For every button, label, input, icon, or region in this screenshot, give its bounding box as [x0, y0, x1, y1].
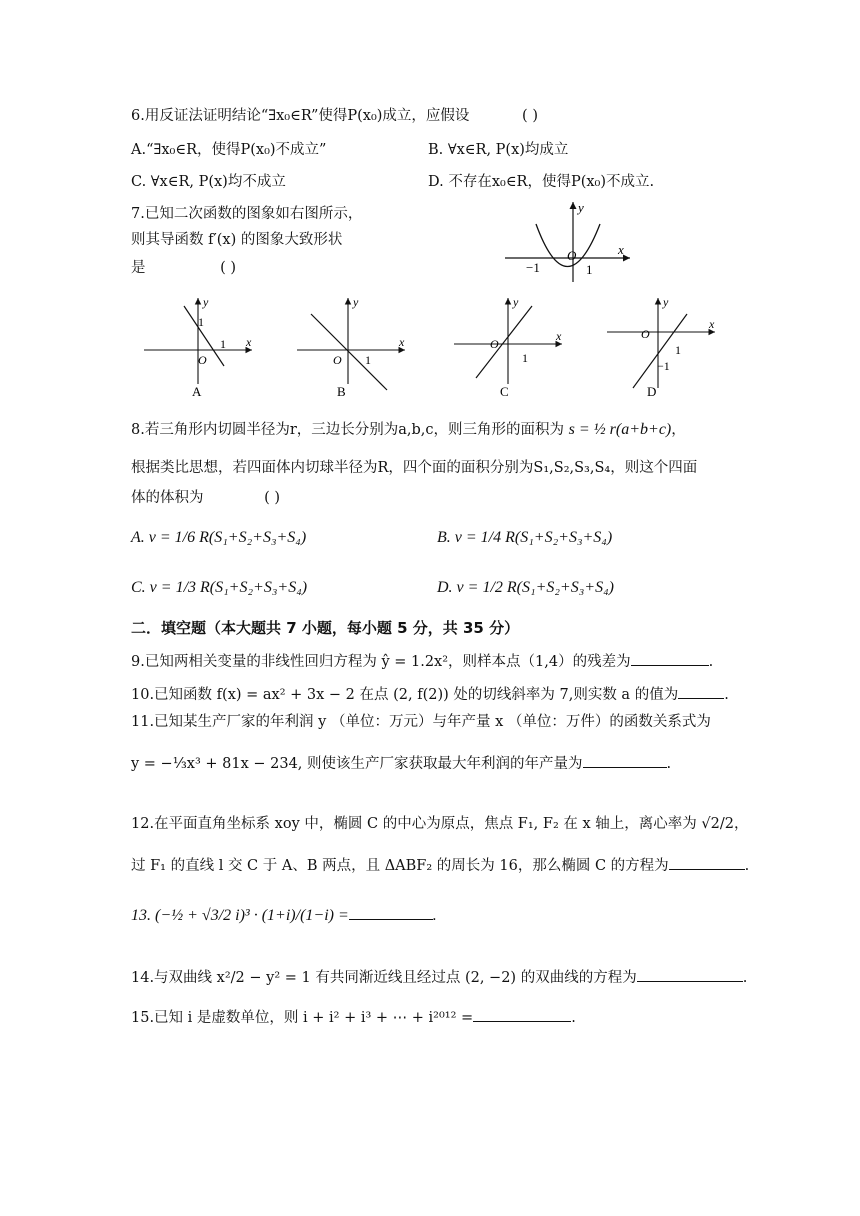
graph-d-label: D [647, 384, 657, 399]
q11-line1: 11.已知某生产厂家的年利润 y （单位：万元）与年产量 x （单位：万件）的函数关系式为 [131, 714, 711, 730]
q8-formula: s = ½ r(a+b+c) [568, 421, 672, 438]
q6-option-d: D. 不存在x₀∈R，使得P(x₀)不成立. [428, 174, 655, 190]
main-graph-x-label: x [618, 242, 624, 257]
graph-a-label: A [192, 384, 202, 399]
q9: 9.已知两相关变量的非线性回归方程为 ŷ = 1.2x²，则样本点（1,4）的残差为 . [131, 650, 713, 672]
graph-b-tick: 1 [365, 353, 371, 367]
q14: 14.与双曲线 x²/2 − y² = 1 有共同渐近线且经过点 (2, −2) 的双曲线的方程为 . [131, 966, 747, 988]
graph-a-origin: O [198, 353, 207, 367]
q12-line2: 过 F₁ 的直线 l 交 C 于 A、B 两点，且 ΔABF₂ 的周长为 16，那么椭圆 C 的方程为 . [131, 854, 749, 876]
q7-line3: 是 ( ) [131, 260, 237, 276]
q11-answer-blank[interactable] [583, 752, 667, 768]
graph-c-origin: O [490, 337, 499, 351]
graph-d-x: x [709, 317, 715, 331]
q10: 10.已知函数 f(x) = ax² + 3x − 2 在点 (2, f(2)) 处的切线斜率为 7,则实数 a 的值为 . [131, 683, 729, 705]
graph-c-y: y [513, 295, 519, 309]
graph-a-tick-x: 1 [220, 337, 226, 351]
q15-answer-blank[interactable] [473, 1006, 571, 1022]
q6-bracket: ( ) [522, 108, 538, 124]
q7-option-graph-d [603, 292, 723, 402]
main-graph-one: 1 [586, 262, 593, 277]
q8-option-a: A. v = 1/6 R(S₁+S₂+S₃+S₄) [131, 529, 307, 546]
graph-a-tick-y: 1 [198, 315, 204, 329]
q6-option-b: B. ∀x∈R, P(x)均成立 [428, 142, 569, 158]
graph-b-label: B [337, 384, 346, 399]
q8-line3: 体的体积为 ( ) [131, 490, 281, 506]
q7-line1: 7.已知二次函数的图象如右图所示， [131, 206, 363, 222]
q7-main-graph [500, 194, 640, 284]
graph-c-x: x [556, 329, 562, 343]
main-graph-y-label: y [578, 200, 584, 215]
graph-a-x: x [246, 335, 252, 349]
graph-b-origin: O [333, 353, 342, 367]
q6-option-c: C. ∀x∈R, P(x)均不成立 [131, 174, 286, 190]
q7-option-graph-a [140, 292, 260, 402]
q6-option-a: A.“∃x₀∈R，使得P(x₀)不成立” [131, 142, 327, 158]
q10-answer-blank[interactable] [678, 683, 724, 699]
graph-c-tick: 1 [522, 351, 528, 365]
q8-line2: 根据类比思想，若四面体内切球半径为R，四个面的面积分别为S₁,S₂,S₃,S₄，则这个四面 [131, 460, 698, 476]
q7-line2: 则其导函数 f′(x) 的图象大致形状 [131, 232, 343, 248]
q8-option-c: C. v = 1/3 R(S₁+S₂+S₃+S₄) [131, 579, 308, 596]
q7-option-graph-c [450, 292, 570, 402]
q12-line1: 12.在平面直角坐标系 xoy 中，椭圆 C 的中心为原点，焦点 F₁, F₂ 在 x 轴上，离心率为 √2/2， [131, 816, 749, 832]
graph-d-origin: O [641, 327, 650, 341]
q8-option-d: D. v = 1/2 R(S₁+S₂+S₃+S₄) [437, 579, 614, 596]
q8-bracket: ( ) [264, 490, 281, 506]
graph-d-tick-x: 1 [675, 343, 681, 357]
q13: 13. (−½ + √3/2 i)³ · (1+i)/(1−i) = . [131, 904, 437, 926]
q11-line2: y = −⅓x³ + 81x − 234, 则使该生产厂家获取最大年利润的年产量为 . [131, 752, 671, 774]
q6-stem: 6.用反证法证明结论“∃x₀∈R”使得P(x₀)成立，应假设 ( ) [131, 108, 538, 124]
q8-line1: 8.若三角形内切圆半径为r，三边长分别为a,b,c，则三角形的面积为 s = ½ r(a+b+c)， [131, 421, 686, 438]
q12-answer-blank[interactable] [669, 854, 745, 870]
graph-d-tick-y: −1 [657, 359, 670, 373]
graph-d-y: y [663, 295, 669, 309]
q9-answer-blank[interactable] [631, 650, 709, 666]
q13-answer-blank[interactable] [349, 904, 433, 920]
q7-bracket: ( ) [220, 260, 237, 276]
q7-option-graph-b [293, 292, 413, 402]
section2-heading: 二．填空题（本大题共 7 小题，每小题 5 分，共 35 分） [131, 619, 520, 637]
graph-b-x: x [399, 335, 405, 349]
q15: 15.已知 i 是虚数单位，则 i + i² + i³ + ⋯ + i²⁰¹² = . [131, 1006, 576, 1028]
graph-c-label: C [500, 384, 509, 399]
graph-a-y: y [203, 295, 209, 309]
main-graph-origin: O [567, 248, 577, 263]
q14-answer-blank[interactable] [637, 966, 743, 982]
graph-b-y: y [353, 295, 359, 309]
q8-option-b: B. v = 1/4 R(S₁+S₂+S₃+S₄) [437, 529, 613, 546]
main-graph-neg1: −1 [526, 260, 540, 275]
